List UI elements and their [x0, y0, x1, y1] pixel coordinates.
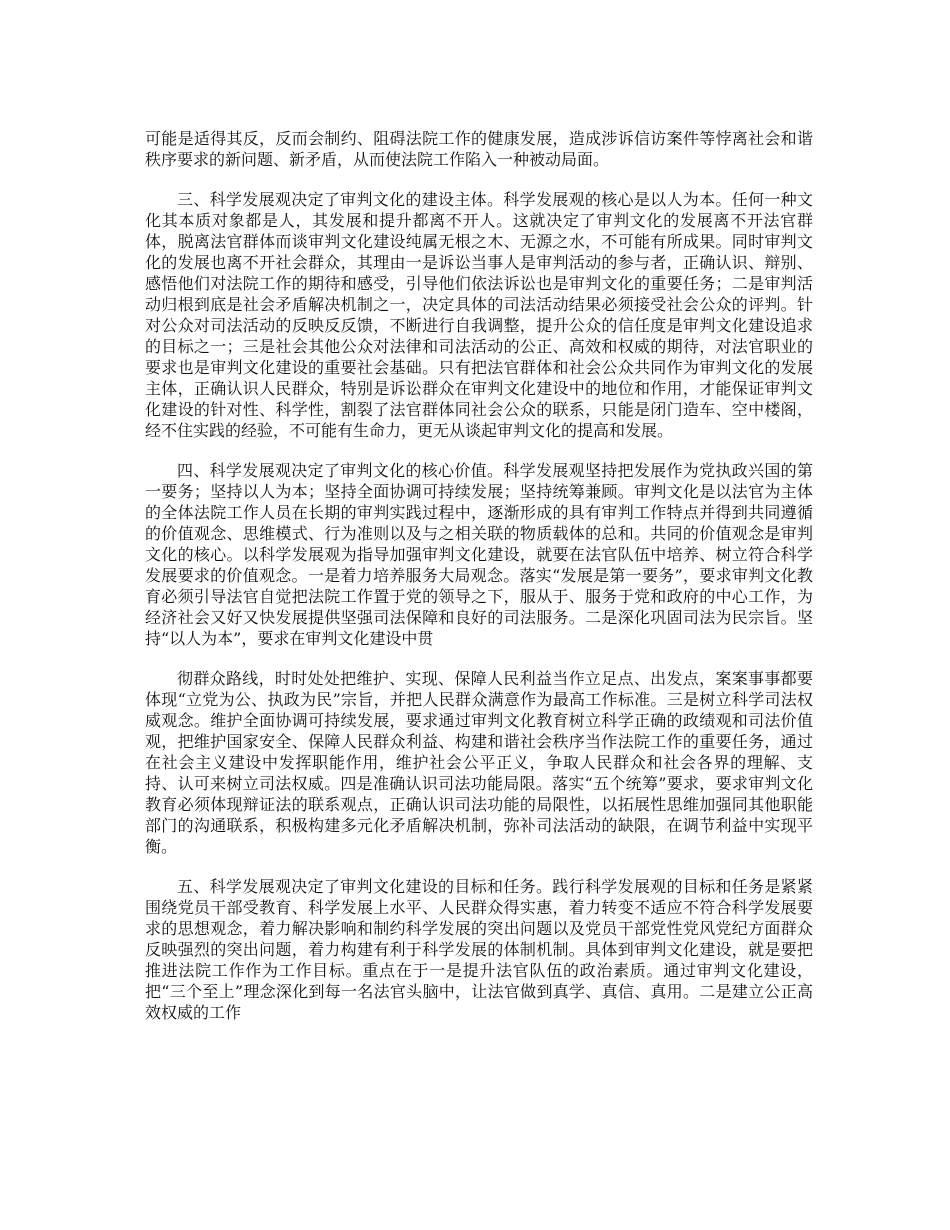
paragraph-gap	[145, 649, 813, 668]
paragraph-2: 三、科学发展观决定了审判文化的建设主体。科学发展观的核心是以人为本。任何一种文化其本质对象都是人，其发展和提升都离不开人。这就决定了审判文化的发展离不开法官群体，脱离法官群体而谈审判文化建设纯属无根之木、无源之水，不可能有所成果。同时审判文化的发展也离不开社会群众，其理由一是诉讼当事人是审判活动的参与者，正确认识、辩别、感悟他们对法院工作的期待和感受，引导他们依法诉讼也是审判文化的重要任务；二是审判活动归根到底是社会矛盾解决机制之一，决定具体的司法活动结果必须接受社会公众的评判。针对公众对司法活动的反映反反馈，不断进行自我调整，提升公众的信任度是审判文化建设追求的目标之一；三是社会其他公众对法律和司法活动的公正、高效和权威的期待，对法官职业的要求也是审判文化建设的重要社会基础。只有把法官群体和社会公众共同作为审判文化的发展主体，正确认识人民群众，特别是诉讼群众在审判文化建设中的地位和作用，才能保证审判文化建设的针对性、科学性，割裂了法官群体同社会公众的联系，只能是闭门造车、空中楼阁，经不住实践的经验，不可能有生命力，更无从谈起审判文化的提高和发展。	[145, 190, 813, 440]
paragraph-gap	[145, 441, 813, 460]
paragraph-gap	[145, 170, 813, 189]
paragraph-5: 五、科学发展观决定了审判文化建设的目标和任务。践行科学发展观的目标和任务是紧紧围绕党员干部受教育、科学发展上水平、人民群众得实惠，着力转变不适应不符合科学发展要求的思想观念，着力解决影响和制约科学发展的突出问题以及党员干部党性党风党纪方面群众反映强烈的突出问题，着力构建有利于科学发展的体制机制。具体到审判文化建设，就是要把推进法院工作作为工作目标。重点在于一是提升法官队伍的政治素质。通过审判文化建设，把“三个至上”理念深化到每一名法官头脑中，让法官做到真学、真信、真用。二是建立公正高效权威的工作	[145, 877, 813, 1022]
paragraph-4: 彻群众路线，时时处处把维护、实现、保障人民利益当作立足点、出发点，案案事事都要体现“立党为公、执政为民”宗旨，并把人民群众满意作为最高工作标准。三是树立科学司法权威观念。维护全面协调可持续发展，要求通过审判文化教育树立科学正确的政绩观和司法价值观，把维护国家安全、保障人民群众利益、构建和谐社会秩序当作法院工作的重要任务，通过在社会主义建设中发挥职能作用，维护社会公平正义，争取人民群众和社会各界的理解、支持、认可来树立司法权威。四是准确认识司法功能局限。落实“五个统筹”要求，要求审判文化教育必须体现辩证法的联系观点，正确认识司法功能的局限性，以拓展性思维加强同其他职能部门的沟通联系，积极构建多元化矛盾解决机制，弥补司法活动的缺限，在调节利益中实现平衡。	[145, 669, 813, 856]
paragraph-gap	[145, 857, 813, 876]
paragraph-1: 可能是适得其反，反而会制约、阻碍法院工作的健康发展，造成涉诉信访案件等悖离社会和谐秩序要求的新问题、新矛盾，从而使法院工作陷入一种被动局面。	[145, 129, 813, 169]
paragraph-3: 四、科学发展观决定了审判文化的核心价值。科学发展观坚持把发展作为党执政兴国的第一要务；坚持以人为本；坚持全面协调可持续发展；坚持统筹兼顾。审判文化是以法官为主体的全体法院工作人员在长期的审判实践过程中，逐渐形成的具有审判工作特点并得到共同遵循的价值观念、思维模式、行为准则以及与之相关联的物质载体的总和。共同的价值观念是审判文化的核心。以科学发展观为指导加强审判文化建设，就要在法官队伍中培养、树立符合科学发展要求的价值观念。一是着力培养服务大局观念。落实“发展是第一要务”，要求审判文化教育必须引导法官自觉把法院工作置于党的领导之下，服从于、服务于党和政府的中心工作，为经济社会又好又快发展提供坚强司法保障和良好的司法服务。二是深化巩固司法为民宗旨。坚持“以人为本”，要求在审判文化建设中贯	[145, 461, 813, 648]
document-page	[145, 128, 813, 1023]
